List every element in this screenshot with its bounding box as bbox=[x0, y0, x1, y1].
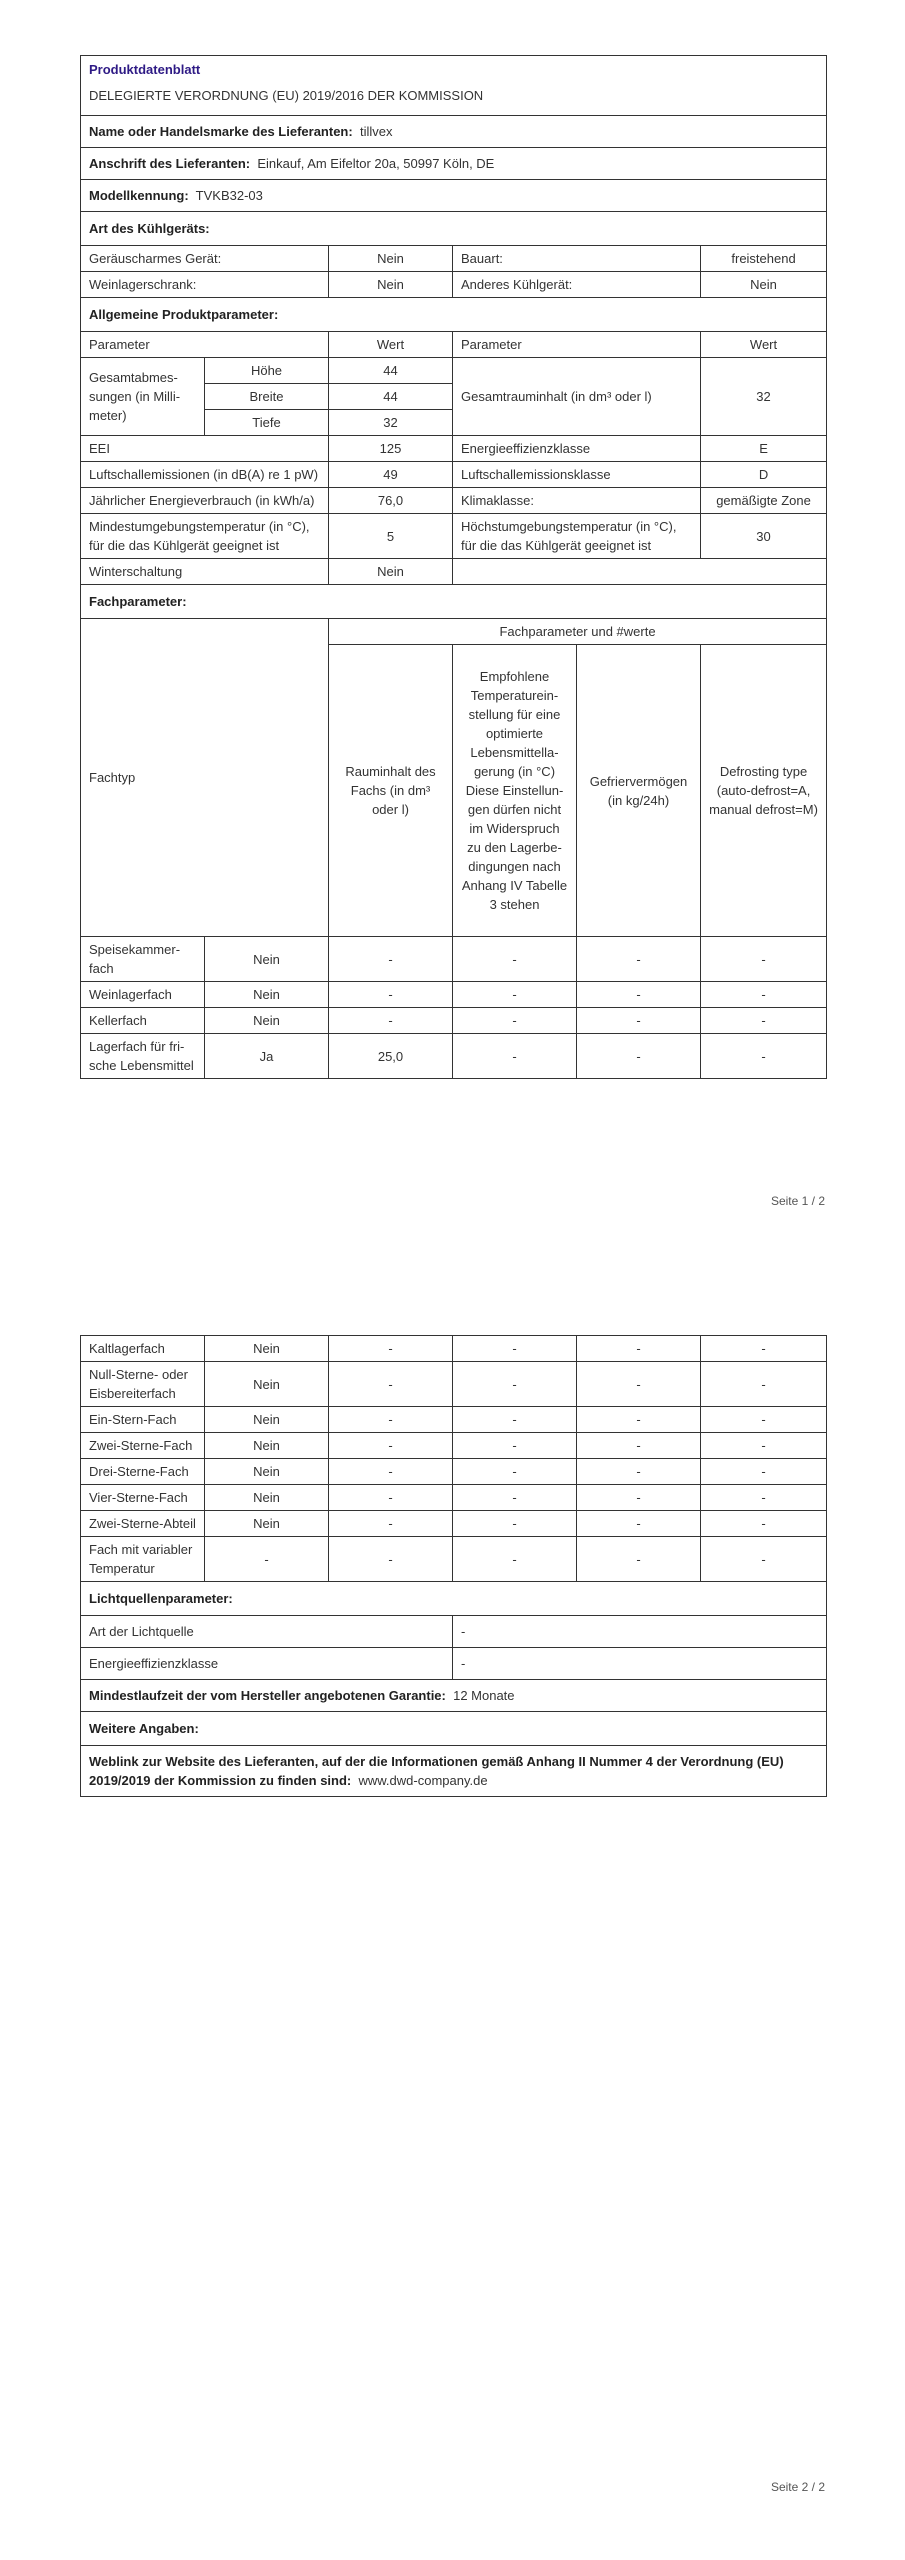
type-label: Geräuscharmes Gerät: bbox=[81, 246, 329, 272]
fach-row bbox=[81, 1459, 827, 1485]
fach-volume: - bbox=[329, 1511, 453, 1537]
supplier-address-label: Anschrift des Lieferanten: bbox=[89, 156, 251, 171]
light-class-row bbox=[81, 1648, 827, 1680]
light-class-label: Energieeffizienzklasse bbox=[81, 1648, 453, 1680]
fach-row bbox=[81, 1511, 827, 1537]
type-row bbox=[81, 246, 827, 272]
fach-name: Null-Sterne- oder Eisbereiterfach bbox=[81, 1362, 205, 1407]
col-temp: Empfohlene Temperatureinstellung für eine optimierte Lebensmittellagerung (in °C) Diese Einstellungen dürfen nicht im Widerspruch zu den Lagerbedingungen nach Anhang IV Tabelle 3 stehen bbox=[453, 645, 577, 937]
fach-freeze: - bbox=[577, 1008, 701, 1034]
param-value: 30 bbox=[701, 514, 827, 559]
fach-volume: 25,0 bbox=[329, 1034, 453, 1079]
col-defrost: Defrosting type (auto-defrost=A, manual defrost=M) bbox=[701, 645, 827, 937]
fach-freeze: - bbox=[577, 1511, 701, 1537]
fach-defrost: - bbox=[701, 1336, 827, 1362]
fach-name: Fach mit variabler Temperatur bbox=[81, 1537, 205, 1582]
fach-name: Ein-Stern-Fach bbox=[81, 1407, 205, 1433]
type-value: Nein bbox=[329, 246, 453, 272]
fach-volume: - bbox=[329, 937, 453, 982]
dimension-label: Breite bbox=[205, 384, 329, 410]
fach-freeze: - bbox=[577, 1362, 701, 1407]
model-id-value: TVKB32-03 bbox=[195, 188, 263, 203]
fach-defrost: - bbox=[701, 1511, 827, 1537]
param-value: E bbox=[701, 436, 827, 462]
fach-defrost: - bbox=[701, 1407, 827, 1433]
param-label: Klimaklasse: bbox=[453, 488, 701, 514]
general-param-row bbox=[81, 436, 827, 462]
winter-row bbox=[81, 559, 827, 585]
param-label: Energieeffizienzklasse bbox=[453, 436, 701, 462]
winter-label: Winterschaltung bbox=[81, 559, 329, 585]
fach-temp: - bbox=[453, 1537, 577, 1582]
fach-present: Nein bbox=[205, 1511, 329, 1537]
fach-present: Nein bbox=[205, 1485, 329, 1511]
fach-freeze: - bbox=[577, 1537, 701, 1582]
dimension-label: Tiefe bbox=[205, 410, 329, 436]
type-label: Anderes Kühlgerät: bbox=[453, 272, 701, 298]
dimension-label: Höhe bbox=[205, 358, 329, 384]
fach-volume: - bbox=[329, 1008, 453, 1034]
dimension-value: 32 bbox=[329, 410, 453, 436]
type-row bbox=[81, 272, 827, 298]
fach-freeze: - bbox=[577, 1485, 701, 1511]
param-label: Luftschallemissionen (in dB(A) re 1 pW) bbox=[81, 462, 329, 488]
param-value: 49 bbox=[329, 462, 453, 488]
fach-temp: - bbox=[453, 1407, 577, 1433]
general-param-row bbox=[81, 514, 827, 559]
product-datasheet-table-continued bbox=[80, 1335, 827, 1797]
param-label: Luftschallemissionsklasse bbox=[453, 462, 701, 488]
general-header-row bbox=[81, 332, 827, 358]
product-datasheet-table bbox=[80, 55, 827, 1079]
fach-volume: - bbox=[329, 1433, 453, 1459]
fach-temp: - bbox=[453, 1362, 577, 1407]
page-title: Produktdatenblatt bbox=[81, 56, 827, 84]
fach-present: - bbox=[205, 1537, 329, 1582]
fach-type-label: Fachtyp bbox=[81, 619, 329, 937]
fach-freeze: - bbox=[577, 1336, 701, 1362]
fach-row bbox=[81, 1362, 827, 1407]
fach-volume: - bbox=[329, 982, 453, 1008]
fach-defrost: - bbox=[701, 982, 827, 1008]
fach-temp: - bbox=[453, 1008, 577, 1034]
fach-present: Nein bbox=[205, 1362, 329, 1407]
fach-temp: - bbox=[453, 1511, 577, 1537]
fach-temp: - bbox=[453, 1034, 577, 1079]
supplier-address-row bbox=[81, 148, 827, 180]
fach-temp: - bbox=[453, 937, 577, 982]
section-title-type: Art des Kühlgeräts: bbox=[81, 212, 827, 246]
warranty-label: Mindestlaufzeit der vom Hersteller angebotenen Garantie: bbox=[89, 1688, 446, 1703]
empty-cell bbox=[453, 559, 827, 585]
param-value: 5 bbox=[329, 514, 453, 559]
general-param-row bbox=[81, 488, 827, 514]
fach-volume: - bbox=[329, 1485, 453, 1511]
fach-name: Kellerfach bbox=[81, 1008, 205, 1034]
fach-present: Nein bbox=[205, 1407, 329, 1433]
light-type-value: - bbox=[453, 1616, 827, 1648]
col-freeze: Gefriervermögen (in kg/24h) bbox=[577, 645, 701, 937]
param-value: D bbox=[701, 462, 827, 488]
fach-temp: - bbox=[453, 1485, 577, 1511]
param-value: 125 bbox=[329, 436, 453, 462]
supplier-name-label: Name oder Handelsmarke des Lieferanten: bbox=[89, 124, 353, 139]
dimension-row bbox=[81, 358, 827, 384]
fach-volume: - bbox=[329, 1459, 453, 1485]
supplier-name-value: tillvex bbox=[359, 124, 393, 139]
page-number: Seite 1 / 2 bbox=[770, 1194, 825, 1208]
fach-present: Nein bbox=[205, 1008, 329, 1034]
light-type-row bbox=[81, 1616, 827, 1648]
fach-row bbox=[81, 1407, 827, 1433]
fach-name: Kaltlagerfach bbox=[81, 1336, 205, 1362]
supplier-name-row bbox=[81, 116, 827, 148]
page-2 bbox=[0, 1280, 905, 2560]
column-header: Parameter bbox=[81, 332, 329, 358]
fach-defrost: - bbox=[701, 1433, 827, 1459]
column-header: Parameter bbox=[453, 332, 701, 358]
fach-row bbox=[81, 1034, 827, 1079]
param-label: Höchstumgebungstemperatur (in °C), für die das Kühlgerät geeignet ist bbox=[453, 514, 701, 559]
fach-row bbox=[81, 1537, 827, 1582]
fach-defrost: - bbox=[701, 1485, 827, 1511]
weblink-row bbox=[81, 1746, 827, 1797]
type-label: Weinlagerschrank: bbox=[81, 272, 329, 298]
fach-row bbox=[81, 1433, 827, 1459]
dimensions-label: Gesamtabmessungen (in Millimeter) bbox=[81, 358, 205, 436]
section-title-light: Lichtquellenparameter: bbox=[81, 1582, 827, 1616]
type-value: freistehend bbox=[701, 246, 827, 272]
fach-group-header: Fachparameter und #werte bbox=[329, 619, 827, 645]
fach-row bbox=[81, 1485, 827, 1511]
fach-present: Nein bbox=[205, 1433, 329, 1459]
fach-freeze: - bbox=[577, 1433, 701, 1459]
fach-defrost: - bbox=[701, 937, 827, 982]
model-id-label: Modellkennung: bbox=[89, 188, 189, 203]
fach-volume: - bbox=[329, 1336, 453, 1362]
param-value: 76,0 bbox=[329, 488, 453, 514]
type-value: Nein bbox=[701, 272, 827, 298]
section-title-further: Weitere Angaben: bbox=[81, 1712, 827, 1746]
fach-present: Nein bbox=[205, 1459, 329, 1485]
volume-label: Gesamtrauminhalt (in dm³ oder l) bbox=[453, 358, 701, 436]
fach-name: Weinlagerfach bbox=[81, 982, 205, 1008]
fach-freeze: - bbox=[577, 1034, 701, 1079]
fach-defrost: - bbox=[701, 1459, 827, 1485]
fach-temp: - bbox=[453, 1433, 577, 1459]
light-class-value: - bbox=[453, 1648, 827, 1680]
fach-temp: - bbox=[453, 1336, 577, 1362]
fach-freeze: - bbox=[577, 1459, 701, 1485]
col-volume: Rauminhalt des Fachs (in dm³ oder l) bbox=[329, 645, 453, 937]
fach-defrost: - bbox=[701, 1537, 827, 1582]
fach-name: Drei-Sterne-Fach bbox=[81, 1459, 205, 1485]
fach-present: Ja bbox=[205, 1034, 329, 1079]
warranty-row bbox=[81, 1680, 827, 1712]
fach-volume: - bbox=[329, 1537, 453, 1582]
fach-name: Lagerfach für frische Lebensmittel bbox=[81, 1034, 205, 1079]
fach-defrost: - bbox=[701, 1362, 827, 1407]
param-label: Mindestumgebungstemperatur (in °C), für die das Kühlgerät geeignet ist bbox=[81, 514, 329, 559]
regulation-subtitle: DELEGIERTE VERORDNUNG (EU) 2019/2016 DER KOMMISSION bbox=[81, 83, 827, 116]
fach-freeze: - bbox=[577, 1407, 701, 1433]
dimension-value: 44 bbox=[329, 358, 453, 384]
fach-defrost: - bbox=[701, 1008, 827, 1034]
weblink-label: Weblink zur Website des Lieferanten, auf der die Informationen gemäß Anhang II Nummer 4 der Verordnung (EU) 2019/2019 der Kommission zu finden sind: bbox=[89, 1754, 784, 1788]
page-number: Seite 2 / 2 bbox=[770, 2480, 825, 2494]
supplier-address-value: Einkauf, Am Eifeltor 20a, 50997 Köln, DE bbox=[257, 156, 495, 171]
fach-row bbox=[81, 1336, 827, 1362]
fach-name: Zwei-Sterne-Fach bbox=[81, 1433, 205, 1459]
winter-value: Nein bbox=[329, 559, 453, 585]
fach-temp: - bbox=[453, 982, 577, 1008]
weblink-value[interactable]: www.dwd-company.de bbox=[358, 1773, 488, 1788]
fach-present: Nein bbox=[205, 982, 329, 1008]
fach-name: Zwei-Sterne-Abteil bbox=[81, 1511, 205, 1537]
fach-name: Speisekammerfach bbox=[81, 937, 205, 982]
light-type-label: Art der Lichtquelle bbox=[81, 1616, 453, 1648]
general-param-row bbox=[81, 462, 827, 488]
volume-value: 32 bbox=[701, 358, 827, 436]
param-value: gemäßigte Zone bbox=[701, 488, 827, 514]
section-title-fach: Fachparameter: bbox=[81, 585, 827, 619]
fach-name: Vier-Sterne-Fach bbox=[81, 1485, 205, 1511]
type-value: Nein bbox=[329, 272, 453, 298]
fach-freeze: - bbox=[577, 982, 701, 1008]
fach-present: Nein bbox=[205, 1336, 329, 1362]
type-label: Bauart: bbox=[453, 246, 701, 272]
fach-row bbox=[81, 982, 827, 1008]
section-title-general: Allgemeine Produktparameter: bbox=[81, 298, 827, 332]
fach-volume: - bbox=[329, 1362, 453, 1407]
fach-row bbox=[81, 937, 827, 982]
fach-group-header-row bbox=[81, 619, 827, 645]
fach-row bbox=[81, 1008, 827, 1034]
fach-present: Nein bbox=[205, 937, 329, 982]
fach-volume: - bbox=[329, 1407, 453, 1433]
param-label: Jährlicher Energieverbrauch (in kWh/a) bbox=[81, 488, 329, 514]
dimension-value: 44 bbox=[329, 384, 453, 410]
column-header: Wert bbox=[701, 332, 827, 358]
fach-temp: - bbox=[453, 1459, 577, 1485]
param-label: EEI bbox=[81, 436, 329, 462]
fach-defrost: - bbox=[701, 1034, 827, 1079]
fach-freeze: - bbox=[577, 937, 701, 982]
model-id-row bbox=[81, 180, 827, 212]
column-header: Wert bbox=[329, 332, 453, 358]
warranty-value: 12 Monate bbox=[453, 1688, 515, 1703]
